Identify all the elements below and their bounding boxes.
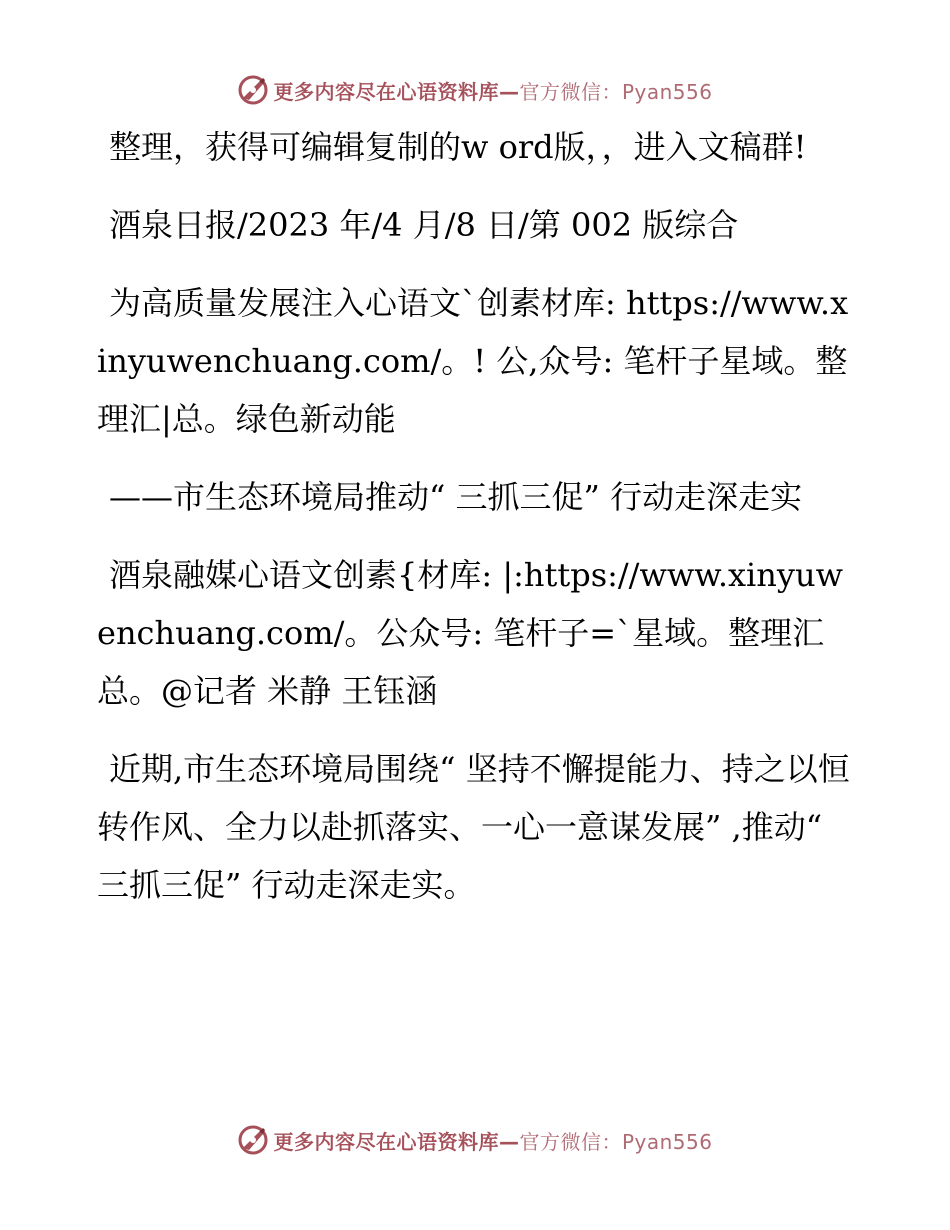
byline: 酒泉融媒心语文创素{材库: |:https://www.xinyuwenchuang.com/。公众号: 笔杆子=`星域。整理汇总。@记者 米静 王钰涵	[97, 556, 843, 710]
watermark-text: 更多内容尽在心语资料库—官方微信：Pyan556	[273, 79, 713, 104]
intro-paragraph: 整理，获得可编辑复制的w ord版，，进入文稿群!	[109, 128, 807, 166]
pen-circle-logo-icon	[237, 74, 269, 106]
footer-watermark-banner	[0, 1120, 950, 1160]
article-subtitle: ——市生态环境局推动“ 三抓三促” 行动走深走实	[109, 478, 803, 516]
watermark-text: 更多内容尽在心语资料库—官方微信：Pyan556	[273, 1129, 713, 1154]
article-title: 为高质量发展注入心语文`创素材库: https://www.xinyuwenchuang.com/。! 公,众号: 笔杆子星域。整理汇|总。绿色新动能	[97, 284, 849, 438]
pen-circle-logo-icon	[237, 1124, 269, 1156]
body-paragraph: 近期,市生态环境局围绕“ 坚持不懈提能力、持之以恒转作风、全力以赴抓落实、一心一意谋发展” ,推动“ 三抓三促” 行动走深走实。	[97, 750, 850, 904]
source-line: 酒泉日报/2023 年/4 月/8 日/第 002 版综合	[109, 206, 739, 244]
document-body	[97, 118, 857, 934]
header-watermark-banner	[0, 70, 950, 110]
